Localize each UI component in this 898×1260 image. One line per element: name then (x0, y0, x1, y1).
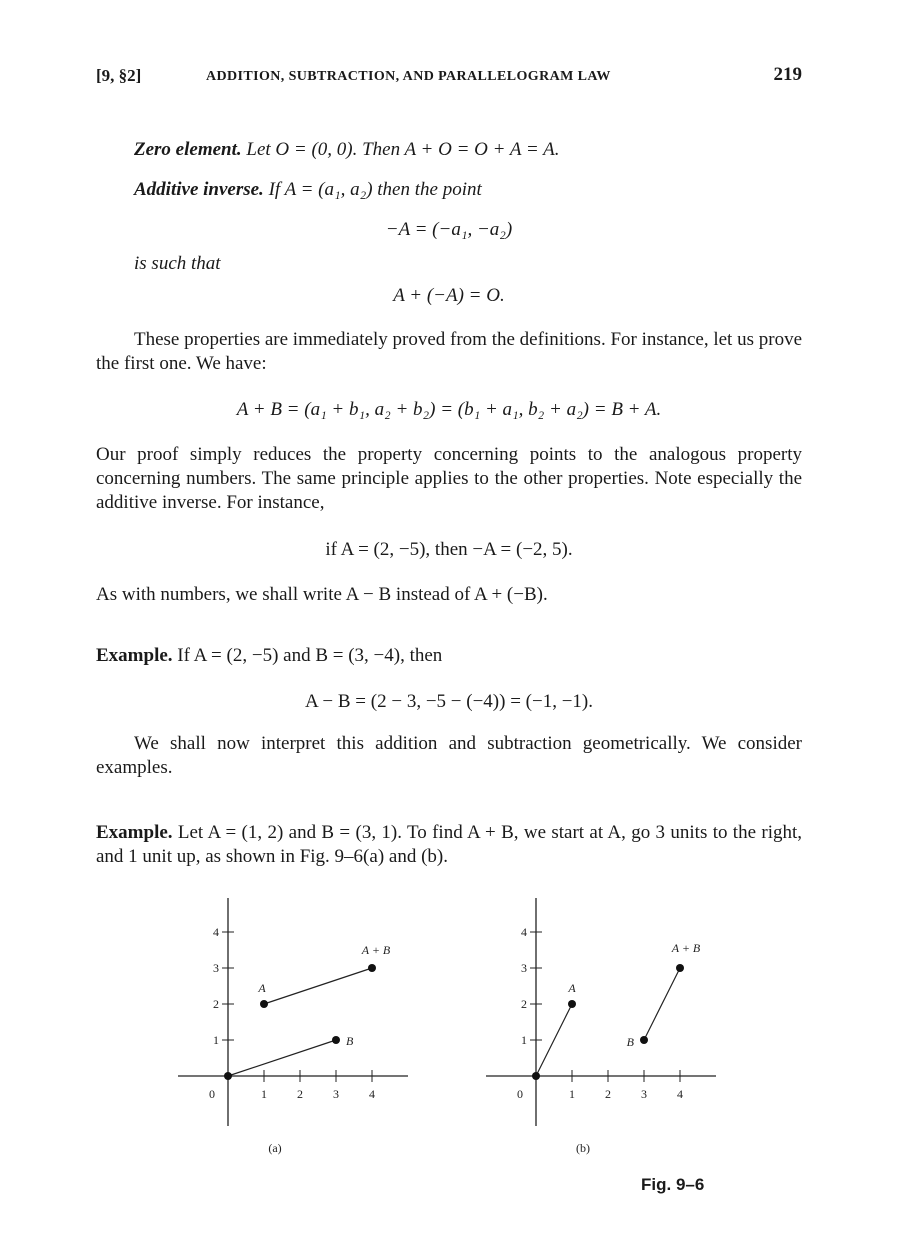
x-tick-label: 1 (569, 1087, 575, 1101)
page-number: 219 (773, 64, 802, 85)
y-tick-label: 1 (521, 1033, 527, 1047)
example-2-text: Let A = (1, 2) and B = (3, 1). To find A + B, we start at A, go 3 units to the right, and 1 unit up, as shown in Fig. 9–6(a) and (b). (96, 822, 803, 867)
vector-segment (228, 1040, 336, 1076)
y-tick-label: 3 (521, 961, 527, 975)
point-b (640, 1036, 648, 1044)
additive-inverse-text: If A = (a₁, a₂) then the point (268, 179, 482, 200)
paragraph-properties-text: These properties are immediately proved from the definitions. For instance, let us prove the first one. We have: (96, 329, 802, 374)
y-tick-label: 4 (213, 925, 219, 939)
x-tick-label: 3 (333, 1087, 339, 1101)
origin-label: 0 (209, 1087, 215, 1101)
additive-inverse-formula: −A = (−a₁, −a₂) (385, 219, 513, 240)
x-tick-label: 4 (677, 1087, 683, 1101)
panel-caption: (a) (268, 1141, 282, 1155)
panel-caption: (b) (576, 1141, 590, 1155)
y-tick-label: 1 (213, 1033, 219, 1047)
paragraph-properties (96, 328, 802, 376)
figure-label: Fig. 9–6 (641, 1175, 705, 1194)
x-tick-label: 3 (641, 1087, 647, 1101)
point-b (332, 1036, 340, 1044)
y-tick-label: 2 (213, 997, 219, 1011)
zero-element-text: Let O = (0, 0). Then A + O = O + A = A. (246, 139, 560, 160)
y-tick-label: 4 (521, 925, 527, 939)
section-reference: [9, §2] (96, 66, 142, 85)
point-label: A (568, 981, 576, 995)
point-ab (368, 964, 376, 972)
point-a (260, 1000, 268, 1008)
vector-segment (264, 968, 372, 1004)
point-label: B (626, 1035, 634, 1049)
example-2-paragraph (96, 821, 802, 869)
additive-inverse-formula-2: A + (−A) = O. (393, 285, 505, 306)
x-tick-label: 2 (605, 1087, 611, 1101)
running-head-title: ADDITION, SUBTRACTION, AND PARALLELOGRAM LAW (206, 69, 611, 84)
vector-segment (644, 968, 680, 1040)
origin-point (532, 1072, 540, 1080)
example-1-formula: A − B = (2 − 3, −5 − (−4)) = (−1, −1). (305, 691, 593, 712)
origin-point (224, 1072, 232, 1080)
origin-label: 0 (517, 1087, 523, 1101)
y-tick-label: 2 (521, 997, 527, 1011)
zero-element-line (134, 138, 559, 162)
x-tick-label: 2 (297, 1087, 303, 1101)
example-2-heading: Example. (96, 822, 173, 843)
figure-panel-b (478, 890, 728, 1170)
point-label: A + B (361, 943, 391, 957)
x-tick-label: 1 (261, 1087, 267, 1101)
paragraph-geometric (96, 732, 802, 780)
inverse-example-formula: if A = (2, −5), then −A = (−2, 5). (325, 539, 573, 560)
paragraph-proof: Our proof simply reduces the property concerning points to the analogous property concerning numbers. The same principle applies to the other properties. Note especially the additive inverse. For instance, (96, 444, 802, 513)
example-1-text: If A = (2, −5) and B = (3, −4), then (177, 645, 443, 666)
y-tick-label: 3 (213, 961, 219, 975)
zero-element-heading: Zero element. (134, 139, 242, 160)
point-label: A (258, 981, 266, 995)
such-that-text: is such that (134, 253, 221, 274)
figure-panel-a (170, 890, 420, 1170)
point-label: A + B (671, 941, 701, 955)
paragraph-subtraction-notation: As with numbers, we shall write A − B instead of A + (−B). (96, 584, 548, 605)
commutative-formula: A + B = (a₁ + b₁, a₂ + b₂) = (b₁ + a₁, b₂ + a₂) = B + A. (236, 399, 662, 420)
x-tick-label: 4 (369, 1087, 375, 1101)
point-a (568, 1000, 576, 1008)
example-1-line (96, 644, 442, 668)
paragraph-geometric-text: We shall now interpret this addition and subtraction geometrically. We consider examples. (96, 733, 802, 778)
point-label: B (346, 1034, 354, 1048)
example-1-heading: Example. (96, 645, 173, 666)
point-ab (676, 964, 684, 972)
additive-inverse-heading: Additive inverse. (134, 179, 264, 200)
additive-inverse-line (134, 178, 482, 202)
